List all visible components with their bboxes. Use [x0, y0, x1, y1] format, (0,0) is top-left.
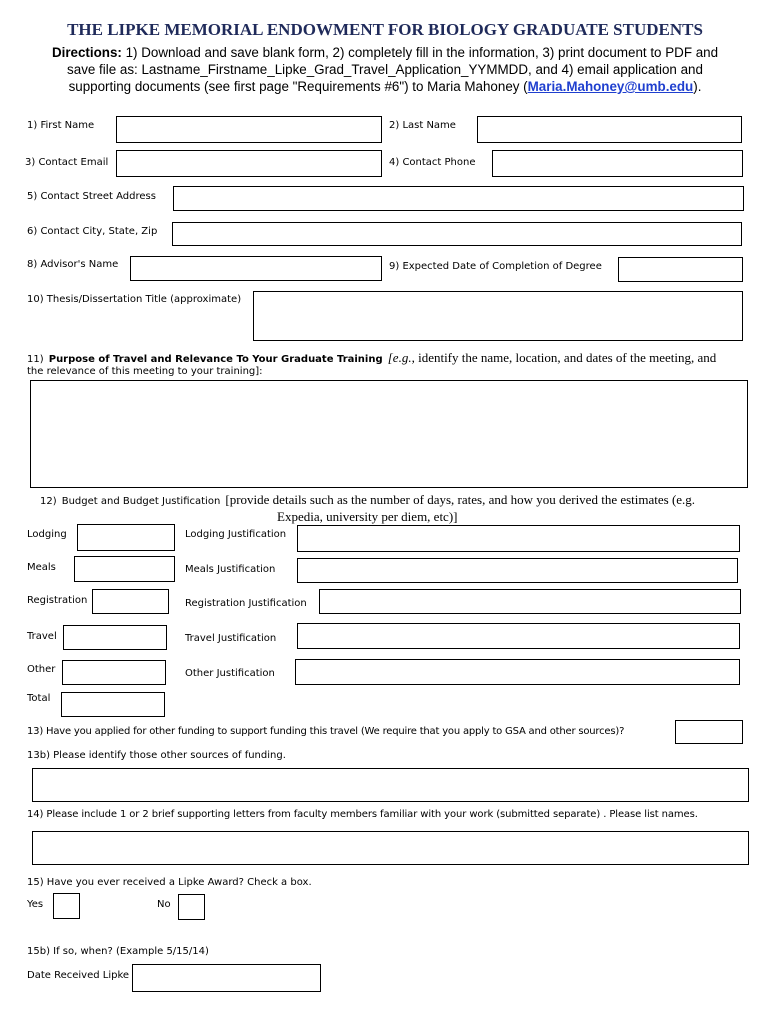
q14-label: 14) Please include 1 or 2 brief supporting letters from faculty members familiar with your work (submitted separate) . Please list names.	[27, 809, 698, 820]
contact-phone-input[interactable]	[492, 150, 743, 177]
other-justification-label: Other Justification	[185, 668, 275, 679]
total-label: Total	[27, 693, 51, 704]
other-label: Other	[27, 664, 56, 675]
advisor-label: 8) Advisor's Name	[27, 259, 119, 270]
thesis-label: 10) Thesis/Dissertation Title (approximate)	[27, 294, 242, 305]
lodging-justification-label: Lodging Justification	[185, 529, 287, 540]
purpose-textarea[interactable]	[30, 380, 748, 488]
no-checkbox[interactable]	[178, 894, 205, 920]
purpose-line2: the relevance of this meeting to your training]:	[27, 366, 263, 377]
street-input[interactable]	[173, 186, 744, 211]
yes-label: Yes	[27, 899, 44, 910]
q13b-label: 13b) Please identify those other sources of funding.	[27, 750, 286, 761]
last-name-input[interactable]	[477, 116, 742, 143]
street-label: 5) Contact Street Address	[27, 191, 156, 202]
q15-label: 15) Have you ever received a Lipke Award? Check a box.	[27, 877, 312, 888]
registration-justification-input[interactable]	[319, 589, 741, 614]
meals-justification-label: Meals Justification	[185, 564, 276, 575]
contact-email-link[interactable]: Maria.Mahoney@umb.edu	[527, 79, 694, 94]
thesis-input[interactable]	[253, 291, 743, 341]
meals-input[interactable]	[74, 556, 175, 582]
completion-label: 9) Expected Date of Completion of Degree	[389, 261, 602, 272]
other-justification-input[interactable]	[295, 659, 740, 685]
city-input[interactable]	[172, 222, 742, 246]
travel-justification-input[interactable]	[297, 623, 740, 649]
first-name-input[interactable]	[116, 116, 382, 143]
q13-label: 13) Have you applied for other funding to support funding this travel (We require that you apply to GSA and other sources)?	[27, 726, 625, 737]
purpose-hint-eg: [e.g.,	[387, 350, 415, 365]
city-label: 6) Contact City, State, Zip	[27, 226, 158, 237]
directions	[40, 44, 730, 95]
q13b-input[interactable]	[32, 768, 749, 802]
contact-phone-label: 4) Contact Phone	[389, 157, 476, 168]
directions-text: 1) Download and save blank form, 2) completely fill in the information, 3) print document to PDF and save file as: Lastname_Firstname_Lipke_Grad_Travel_Application_YYMMDD, and 4) email application and supporting documents (see first page "Requirements #6") to Maria Mahoney (	[67, 45, 719, 94]
lodging-justification-input[interactable]	[297, 525, 740, 552]
no-label: No	[157, 899, 171, 910]
q13-input[interactable]	[675, 720, 743, 744]
directions-label: Directions:	[51, 45, 122, 60]
budget-label: Budget and Budget Justification	[61, 496, 221, 507]
lodging-label: Lodging	[27, 529, 67, 540]
total-input[interactable]	[61, 692, 165, 717]
first-name-label: 1) First Name	[27, 120, 95, 131]
q15b-label: 15b) If so, when? (Example 5/15/14)	[27, 946, 209, 957]
purpose-num: 11)	[27, 354, 44, 365]
date-received-input[interactable]	[132, 964, 321, 992]
lodging-input[interactable]	[77, 524, 175, 551]
budget-num: 12)	[40, 496, 57, 507]
purpose-line1	[27, 347, 716, 366]
meals-justification-input[interactable]	[297, 558, 738, 583]
meals-label: Meals	[27, 562, 56, 573]
budget-hint: [provide details such as the number of days, rates, and how you derived the estimates (e.g.	[225, 492, 696, 507]
travel-input[interactable]	[63, 625, 167, 650]
budget-line1	[40, 489, 695, 508]
budget-hint-line2: Expedia, university per diem, etc)]	[277, 509, 458, 524]
registration-input[interactable]	[92, 589, 169, 614]
travel-label: Travel	[27, 631, 57, 642]
other-input[interactable]	[62, 660, 166, 685]
travel-justification-label: Travel Justification	[185, 633, 277, 644]
registration-label: Registration	[27, 595, 88, 606]
yes-checkbox[interactable]	[53, 893, 80, 919]
q14-input[interactable]	[32, 831, 749, 865]
registration-justification-label: Registration Justification	[185, 598, 307, 609]
form-title: THE LIPKE MEMORIAL ENDOWMENT FOR BIOLOGY GRADUATE STUDENTS	[67, 20, 703, 39]
contact-email-label: 3) Contact Email	[25, 157, 109, 168]
purpose-hint: identify the name, location, and dates of the meeting, and	[414, 350, 717, 365]
date-received-label: Date Received Lipke	[27, 970, 130, 981]
contact-email-input[interactable]	[116, 150, 382, 177]
completion-input[interactable]	[618, 257, 743, 282]
last-name-label: 2) Last Name	[389, 120, 456, 131]
advisor-input[interactable]	[130, 256, 382, 281]
purpose-label: Purpose of Travel and Relevance To Your Graduate Training	[48, 354, 383, 365]
directions-end: ).	[693, 79, 702, 94]
